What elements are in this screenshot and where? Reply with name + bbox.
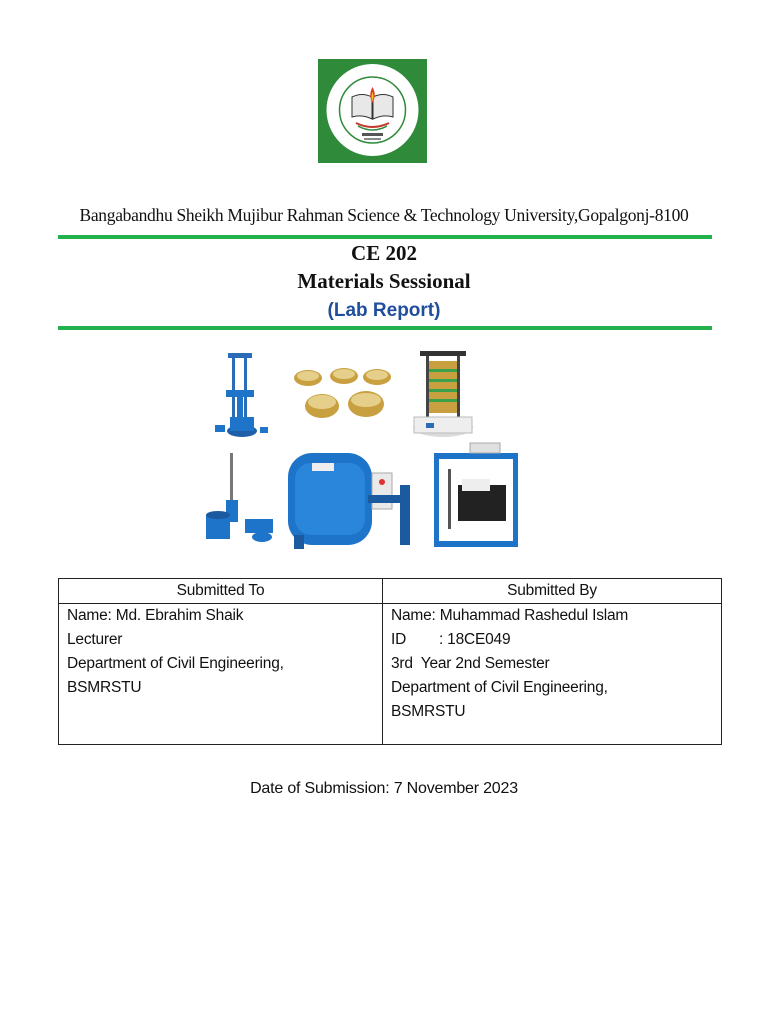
to-designation: Lecturer — [67, 631, 123, 648]
to-name: Name: Md. Ebrahim Shaik — [67, 607, 244, 624]
submitted-by-heading: Submitted By — [383, 579, 722, 604]
submitted-to-heading: Submitted To — [59, 579, 383, 604]
sieve-set-icon — [294, 368, 391, 418]
by-name: Name: Muhammad Rashedul Islam — [391, 607, 629, 624]
mould-and-rammer-icon — [206, 453, 273, 542]
by-year-semester: 3rd Year 2nd Semester — [391, 655, 550, 672]
sieve-shaker-icon — [413, 351, 473, 437]
by-department: Department of Civil Engineering, — [391, 679, 608, 696]
submitted-by-details — [383, 604, 722, 745]
vicat-apparatus-icon — [215, 353, 268, 437]
university-name: Bangabandhu Sheikh Mujibur Rahman Science & Technology University,Gopalgonj-8100 — [79, 205, 689, 225]
divider-top — [58, 235, 712, 239]
by-id: ID : 18CE049 — [391, 631, 511, 648]
balance-frame-icon — [434, 443, 518, 547]
submission-table — [58, 578, 722, 745]
to-department: Department of Civil Engineering, — [67, 655, 284, 672]
by-institution: BSMRSTU — [391, 703, 466, 720]
los-angeles-abrasion-machine-icon — [288, 453, 410, 549]
submitted-to-details — [59, 604, 383, 745]
divider-bottom — [58, 326, 712, 330]
submission-date: Date of Submission: 7 November 2023 — [250, 780, 518, 797]
report-type: (Lab Report) — [327, 300, 441, 321]
equipment-illustration — [200, 345, 530, 555]
course-code: CE 202 — [351, 241, 417, 265]
course-title: Materials Sessional — [297, 269, 471, 293]
university-logo — [318, 59, 427, 163]
to-institution: BSMRSTU — [67, 679, 142, 696]
university-crest-icon — [318, 59, 427, 163]
